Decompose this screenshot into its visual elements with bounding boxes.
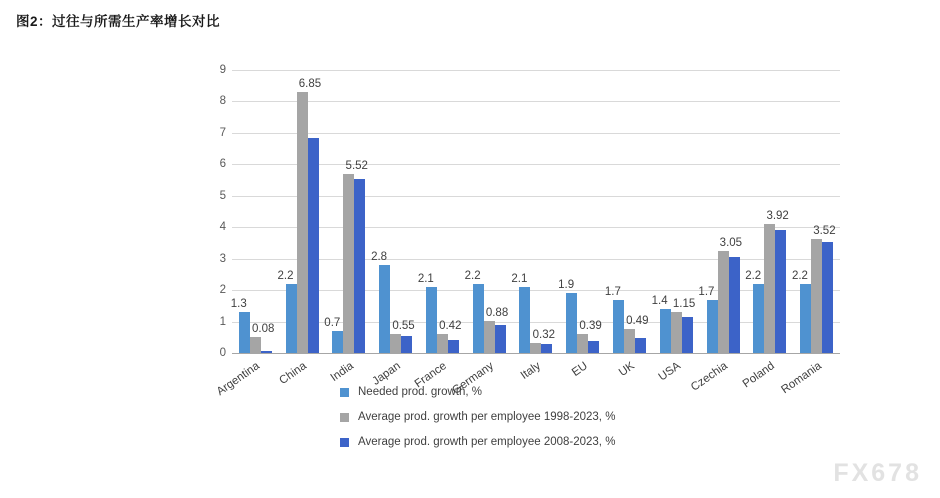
bar	[417, 272, 437, 353]
bar	[371, 250, 390, 353]
bar	[495, 325, 506, 353]
bar	[791, 269, 811, 353]
bar-value-label: 2.1	[417, 272, 434, 285]
y-axis-tick-label: 2	[219, 284, 226, 297]
bar	[484, 306, 509, 353]
bar-value-label: 2.2	[464, 269, 481, 282]
legend-item-label: Average prod. growth per employee 2008-2023, %	[358, 436, 616, 448]
bar	[635, 338, 646, 353]
bar	[811, 225, 836, 353]
bar	[261, 351, 272, 354]
legend-item	[340, 386, 760, 398]
bar-value-label: 6.85	[298, 78, 322, 91]
bar-value-label: 2.2	[745, 269, 762, 282]
chart-container	[0, 46, 940, 498]
bar-value-label: 3.05	[719, 236, 743, 249]
bar-value-label: 1.3	[230, 298, 247, 311]
bar-group	[778, 70, 840, 397]
x-axis-tick-label: Poland	[740, 360, 777, 391]
bar-value-label: 0.49	[626, 315, 649, 328]
bar	[308, 138, 319, 353]
bar-value-label: 2.2	[791, 269, 808, 282]
bar	[401, 336, 412, 353]
bar	[250, 323, 275, 353]
legend-swatch-icon	[340, 438, 349, 447]
legend-item-label: Average prod. growth per employee 1998-2023, %	[358, 411, 616, 423]
bar	[745, 269, 764, 353]
bar-value-label: 5.52	[345, 160, 368, 173]
x-axis-tick-label: Romania	[778, 360, 824, 397]
watermark: FX678	[833, 459, 922, 487]
bar	[651, 294, 671, 353]
x-axis-tick-label: Germany	[450, 360, 497, 397]
bar-group	[558, 70, 606, 379]
bar-group	[740, 70, 793, 391]
bar	[718, 236, 743, 353]
x-axis-tick-label: Japan	[369, 360, 403, 388]
bar	[437, 319, 462, 353]
x-axis-tick-label: China	[277, 360, 310, 388]
x-axis-tick-label: France	[413, 360, 450, 391]
legend-item	[340, 436, 760, 448]
bar-value-label: 1.4	[651, 294, 668, 307]
bar	[558, 279, 577, 353]
bar	[324, 317, 343, 353]
bar	[604, 285, 624, 353]
bar-group	[413, 70, 466, 391]
x-axis-tick-label: EU	[569, 360, 590, 379]
bar	[541, 344, 552, 353]
bar-value-label: 0.55	[392, 319, 415, 332]
bar-value-label: 2.1	[511, 272, 528, 285]
bar	[671, 298, 696, 353]
x-axis-tick-label: Czechia	[688, 360, 730, 394]
bar-group	[277, 70, 326, 388]
y-axis-tick-label: 8	[219, 95, 226, 108]
bar-group	[651, 70, 700, 384]
bar	[277, 269, 297, 353]
legend-swatch-icon	[340, 413, 349, 422]
x-axis-tick-label: USA	[656, 360, 684, 384]
legend-swatch-icon	[340, 388, 349, 397]
bar-value-label: 0.88	[485, 306, 509, 319]
x-axis-tick-label: Italy	[518, 360, 543, 382]
bar-group	[604, 70, 653, 379]
bar-value-label: 0.39	[579, 320, 602, 333]
bar-group	[511, 70, 560, 382]
y-axis-tick-label: 5	[219, 189, 226, 202]
bar-value-label: 0.08	[252, 323, 275, 336]
chart-legend	[340, 386, 760, 461]
bar	[682, 317, 693, 353]
bar-value-label: 0.7	[324, 317, 341, 329]
bar	[297, 78, 322, 353]
x-axis-tick-label: Argentina	[215, 360, 263, 399]
bar	[354, 179, 365, 353]
bar	[464, 269, 484, 353]
bar-value-label: 1.7	[698, 285, 715, 298]
bar	[588, 341, 599, 353]
bar-value-label: 1.7	[604, 285, 621, 298]
bar	[230, 298, 250, 353]
x-axis-tick-label: UK	[616, 360, 637, 379]
bar	[511, 272, 530, 353]
bar	[775, 230, 786, 353]
bar-value-label: 0.42	[439, 319, 462, 332]
x-axis-line	[232, 353, 840, 354]
bar	[448, 340, 459, 353]
bar	[343, 160, 368, 353]
bar-value-label: 0.32	[532, 328, 556, 341]
bar	[729, 257, 740, 353]
bar	[530, 328, 556, 353]
y-axis-tick-label: 1	[219, 315, 226, 328]
bar	[624, 315, 649, 353]
bar	[698, 285, 718, 353]
bar-value-label: 3.52	[813, 225, 836, 238]
bar	[764, 210, 789, 353]
bar-value-label: 2.2	[277, 269, 294, 282]
legend-item-label: Needed prod. growth, %	[358, 386, 483, 398]
y-axis-tick-label: 7	[219, 126, 226, 139]
bar-value-label: 3.92	[766, 210, 789, 223]
y-axis-tick-label: 4	[219, 221, 226, 234]
legend-item	[340, 411, 760, 423]
y-axis-tick-label: 3	[219, 252, 226, 265]
bar-group	[324, 70, 373, 385]
bar	[822, 242, 833, 353]
bar-value-label: 1.9	[558, 279, 575, 292]
bar	[390, 319, 415, 353]
x-axis-tick-label: India	[328, 360, 356, 385]
page-title: 图2：过往与所需生产率增长对比	[16, 14, 221, 29]
y-axis-tick-label: 9	[219, 64, 226, 76]
bar-group	[688, 70, 747, 394]
bar-group	[215, 70, 279, 399]
bar-group	[369, 70, 419, 388]
y-axis-tick-label: 0	[219, 347, 226, 359]
y-axis-tick-label: 6	[219, 158, 226, 171]
bar-value-label: 2.8	[371, 250, 388, 263]
bar	[577, 320, 602, 353]
bar-value-label: 1.15	[672, 298, 696, 311]
